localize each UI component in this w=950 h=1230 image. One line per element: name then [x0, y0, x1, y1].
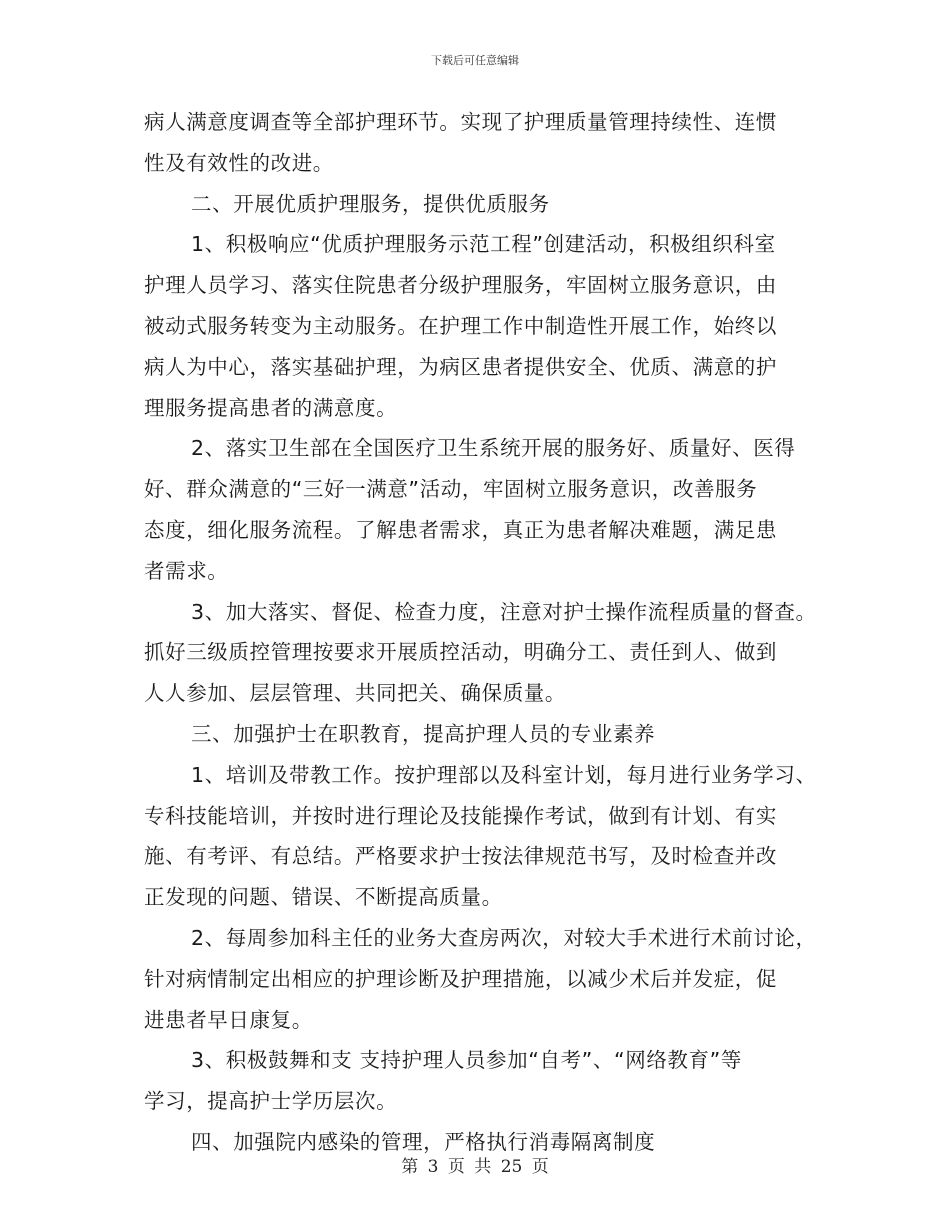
text-line: 施、有考评、有总结。严格要求护士按法律规范书写，及时检查并改 [144, 844, 777, 869]
text-line: 二、开展优质护理服务，提供优质服务 [191, 191, 550, 216]
document-body [144, 102, 824, 1163]
text-line: 被动式服务转变为主动服务。在护理工作中制造性开展工作，始终以 [144, 313, 777, 338]
text-line: 者需求。 [144, 558, 229, 583]
text-line: 病人为中心，落实基础护理，为病区患者提供安全、优质、满意的护 [144, 354, 777, 379]
text-line: 3、积极鼓舞和支 支持护理人员参加“自考”、“网络教育”等 [191, 1048, 742, 1073]
text-line: 2、落实卫生部在全国医疗卫生系统开展的服务好、质量好、医得 [191, 436, 796, 461]
text-line: 针对病情制定出相应的护理诊断及护理措施，以减少术后并发症，促 [144, 966, 777, 991]
text-line: 1、培训及带教工作。按护理部以及科室计划，每月进行业务学习、 [191, 762, 817, 787]
page-header: 下载后可任意编辑 [431, 54, 519, 67]
text-line: 三、加强护士在职教育，提高护理人员的专业素养 [191, 721, 656, 746]
text-line: 正发现的问题、错误、不断提高质量。 [144, 885, 503, 910]
text-line: 进患者早日康复。 [144, 1007, 313, 1032]
text-line: 专科技能培训，并按时进行理论及技能操作考试，做到有计划、有实 [144, 803, 777, 828]
text-line: 2、每周参加科主任的业务大查房两次，对较大手术进行术前讨论， [191, 925, 817, 950]
text-line: 1、积极响应“优质护理服务示范工程”创建活动，积极组织科室 [191, 232, 776, 257]
text-line: 抓好三级质控管理按要求开展质控活动，明确分工、责任到人、做到 [144, 640, 777, 665]
page-number: 第 3 页 共 25 页 [401, 1157, 549, 1177]
text-line: 态度，细化服务流程。了解患者需求，真正为患者解决难题，满足患 [144, 517, 777, 542]
text-line: 性及有效性的改进。 [144, 150, 334, 175]
text-line: 四、加强院内感染的管理，严格执行消毒隔离制度 [191, 1129, 656, 1154]
text-line: 人人参加、层层管理、共同把关、确保质量。 [144, 681, 566, 706]
text-line: 理服务提高患者的满意度。 [144, 395, 398, 420]
text-line: 好、群众满意的“三好一满意”活动，牢固树立服务意识，改善服务 [144, 477, 758, 502]
text-line: 病人满意度调查等全部护理环节。实现了护理质量管理持续性、连惯 [144, 110, 777, 134]
text-line: 护理人员学习、落实住院患者分级护理服务，牢固树立服务意识，由 [144, 273, 777, 298]
text-line: 学习，提高护士学历层次。 [144, 1089, 398, 1114]
text-line: 3、加大落实、督促、检查力度，注意对护士操作流程质量的督查。 [191, 599, 817, 624]
